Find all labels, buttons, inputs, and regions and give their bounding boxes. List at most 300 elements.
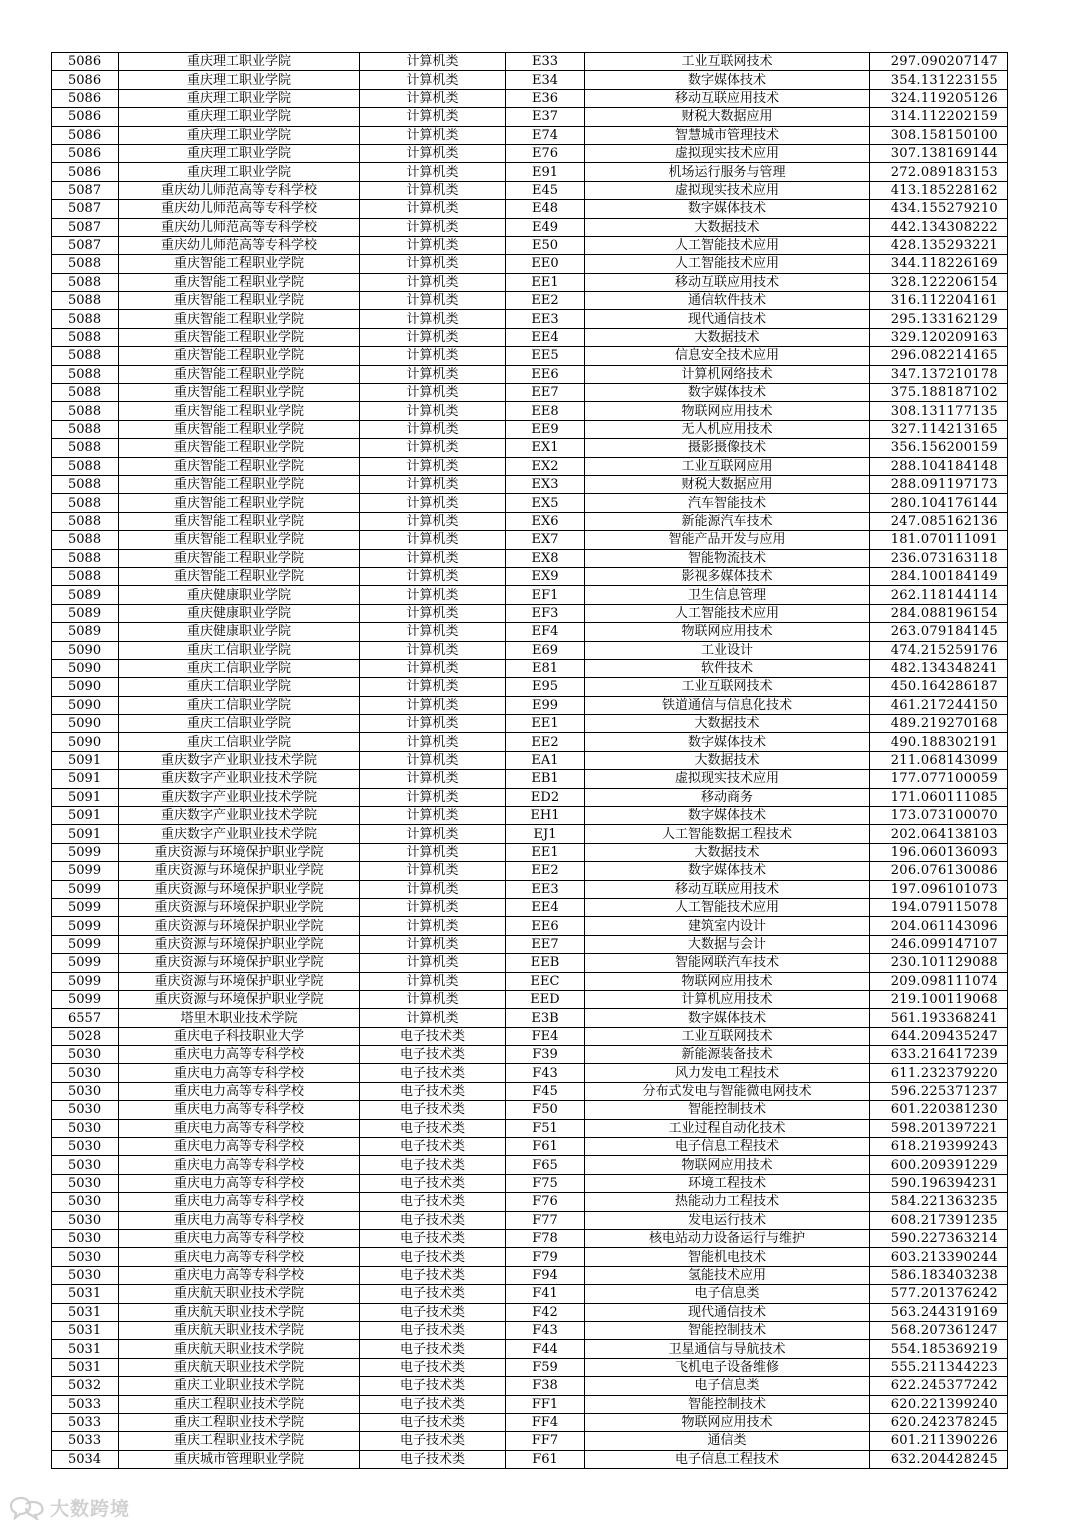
school-code-cell: 5089 (52, 604, 119, 622)
school-code-cell: 5090 (52, 715, 119, 733)
table-row (52, 825, 1008, 843)
school-code-cell: 5028 (52, 1027, 119, 1045)
table-row (52, 1082, 1008, 1100)
table-row (52, 218, 1008, 236)
major-name-cell: 热能动力工程技术 (585, 1193, 870, 1211)
major-code-cell: F79 (506, 1248, 585, 1266)
table-row (52, 1358, 1008, 1376)
category-cell: 计算机类 (360, 89, 506, 107)
school-name-cell: 重庆智能工程职业学院 (119, 494, 360, 512)
table-row (52, 292, 1008, 310)
major-name-cell: 分布式发电与智能微电网技术 (585, 1082, 870, 1100)
category-cell: 计算机类 (360, 347, 506, 365)
school-code-cell: 5087 (52, 181, 119, 199)
major-name-cell: 计算机应用技术 (585, 990, 870, 1008)
school-code-cell: 5030 (52, 1266, 119, 1284)
school-name-cell: 重庆健康职业学院 (119, 623, 360, 641)
school-code-cell: 5086 (52, 126, 119, 144)
table-row (52, 715, 1008, 733)
major-name-cell: 人工智能技术应用 (585, 236, 870, 254)
major-name-cell: 核电站动力设备运行与维护 (585, 1230, 870, 1248)
major-name-cell: 软件技术 (585, 659, 870, 677)
school-code-cell: 5090 (52, 678, 119, 696)
table-row (52, 1248, 1008, 1266)
category-cell: 计算机类 (360, 236, 506, 254)
major-name-cell: 物联网应用技术 (585, 972, 870, 990)
table-row (52, 255, 1008, 273)
school-name-cell: 重庆工程职业技术学院 (119, 1432, 360, 1450)
school-code-cell: 5033 (52, 1432, 119, 1450)
table-row (52, 1266, 1008, 1284)
score-cell: 632.204428245 (870, 1450, 1008, 1468)
category-cell: 电子技术类 (360, 1119, 506, 1137)
score-cell: 316.112204161 (870, 292, 1008, 310)
major-code-cell: F45 (506, 1082, 585, 1100)
major-code-cell: EF4 (506, 623, 585, 641)
school-code-cell: 5099 (52, 990, 119, 1008)
school-code-cell: 5086 (52, 144, 119, 162)
category-cell: 计算机类 (360, 807, 506, 825)
category-cell: 电子技术类 (360, 1174, 506, 1192)
table-row (52, 972, 1008, 990)
major-name-cell: 现代通信技术 (585, 310, 870, 328)
major-name-cell: 电子信息类 (585, 1285, 870, 1303)
table-row (52, 126, 1008, 144)
school-name-cell: 塔里木职业技术学院 (119, 1009, 360, 1027)
school-name-cell: 重庆智能工程职业学院 (119, 347, 360, 365)
score-cell: 284.088196154 (870, 604, 1008, 622)
major-name-cell: 智能控制技术 (585, 1395, 870, 1413)
major-name-cell: 大数据技术 (585, 843, 870, 861)
category-cell: 计算机类 (360, 862, 506, 880)
school-name-cell: 重庆资源与环境保护职业学院 (119, 972, 360, 990)
school-code-cell: 5088 (52, 549, 119, 567)
major-code-cell: E81 (506, 659, 585, 677)
table-row (52, 1285, 1008, 1303)
table-row (52, 200, 1008, 218)
school-code-cell: 5086 (52, 89, 119, 107)
school-code-cell: 5099 (52, 880, 119, 898)
score-cell: 620.242378245 (870, 1413, 1008, 1431)
major-name-cell: 人工智能技术应用 (585, 604, 870, 622)
school-code-cell: 5030 (52, 1046, 119, 1064)
major-code-cell: EE3 (506, 310, 585, 328)
major-code-cell: E69 (506, 641, 585, 659)
major-name-cell: 财税大数据应用 (585, 475, 870, 493)
table-row (52, 678, 1008, 696)
category-cell: 计算机类 (360, 990, 506, 1008)
score-cell: 246.099147107 (870, 935, 1008, 953)
major-name-cell: 物联网应用技术 (585, 623, 870, 641)
category-cell: 计算机类 (360, 494, 506, 512)
school-code-cell: 5030 (52, 1156, 119, 1174)
major-code-cell: EF3 (506, 604, 585, 622)
category-cell: 计算机类 (360, 549, 506, 567)
score-cell: 633.216417239 (870, 1046, 1008, 1064)
school-code-cell: 5099 (52, 843, 119, 861)
school-code-cell: 5086 (52, 53, 119, 71)
school-name-cell: 重庆智能工程职业学院 (119, 384, 360, 402)
category-cell: 计算机类 (360, 475, 506, 493)
major-code-cell: E49 (506, 218, 585, 236)
school-name-cell: 重庆资源与环境保护职业学院 (119, 862, 360, 880)
major-code-cell: EEC (506, 972, 585, 990)
score-cell: 490.188302191 (870, 733, 1008, 751)
category-cell: 计算机类 (360, 825, 506, 843)
category-cell: 计算机类 (360, 273, 506, 291)
major-name-cell: 物联网应用技术 (585, 1156, 870, 1174)
school-name-cell: 重庆幼儿师范高等专科学校 (119, 218, 360, 236)
major-code-cell: F42 (506, 1303, 585, 1321)
table-row (52, 1138, 1008, 1156)
major-code-cell: E50 (506, 236, 585, 254)
score-cell: 577.201376242 (870, 1285, 1008, 1303)
school-name-cell: 重庆数字产业职业技术学院 (119, 807, 360, 825)
school-code-cell: 5088 (52, 255, 119, 273)
score-cell: 356.156200159 (870, 439, 1008, 457)
score-cell: 327.114213165 (870, 420, 1008, 438)
school-code-cell: 5030 (52, 1174, 119, 1192)
major-name-cell: 数字媒体技术 (585, 733, 870, 751)
school-code-cell: 5088 (52, 457, 119, 475)
score-cell: 347.137210178 (870, 365, 1008, 383)
major-name-cell: 建筑室内设计 (585, 917, 870, 935)
major-code-cell: EE7 (506, 384, 585, 402)
major-name-cell: 智慧城市管理技术 (585, 126, 870, 144)
school-code-cell: 5034 (52, 1450, 119, 1468)
school-code-cell: 5030 (52, 1119, 119, 1137)
major-code-cell: EE1 (506, 715, 585, 733)
school-name-cell: 重庆资源与环境保护职业学院 (119, 990, 360, 1008)
school-name-cell: 重庆工程职业技术学院 (119, 1395, 360, 1413)
major-code-cell: F41 (506, 1285, 585, 1303)
table-row (52, 917, 1008, 935)
category-cell: 计算机类 (360, 586, 506, 604)
school-code-cell: 5088 (52, 494, 119, 512)
major-name-cell: 虚拟现实技术应用 (585, 770, 870, 788)
category-cell: 计算机类 (360, 898, 506, 916)
school-name-cell: 重庆智能工程职业学院 (119, 439, 360, 457)
table-row (52, 623, 1008, 641)
major-name-cell: 电子信息工程技术 (585, 1138, 870, 1156)
major-code-cell: F43 (506, 1064, 585, 1082)
school-name-cell: 重庆资源与环境保护职业学院 (119, 935, 360, 953)
school-code-cell: 5087 (52, 236, 119, 254)
major-name-cell: 数字媒体技术 (585, 71, 870, 89)
major-name-cell: 电子信息工程技术 (585, 1450, 870, 1468)
score-cell: 328.122206154 (870, 273, 1008, 291)
school-code-cell: 5091 (52, 770, 119, 788)
score-cell: 230.101129088 (870, 954, 1008, 972)
school-name-cell: 重庆电力高等专科学校 (119, 1156, 360, 1174)
school-code-cell: 5089 (52, 623, 119, 641)
school-name-cell: 重庆数字产业职业技术学院 (119, 825, 360, 843)
table-row (52, 807, 1008, 825)
category-cell: 计算机类 (360, 457, 506, 475)
school-name-cell: 重庆电力高等专科学校 (119, 1248, 360, 1266)
major-code-cell: EE6 (506, 365, 585, 383)
category-cell: 计算机类 (360, 200, 506, 218)
category-cell: 电子技术类 (360, 1432, 506, 1450)
score-cell: 202.064138103 (870, 825, 1008, 843)
table-row (52, 1321, 1008, 1339)
school-code-cell: 5088 (52, 475, 119, 493)
major-name-cell: 计算机网络技术 (585, 365, 870, 383)
score-cell: 247.085162136 (870, 512, 1008, 530)
major-name-cell: 大数据技术 (585, 218, 870, 236)
school-code-cell: 5031 (52, 1303, 119, 1321)
major-code-cell: E74 (506, 126, 585, 144)
major-code-cell: EJ1 (506, 825, 585, 843)
major-code-cell: E95 (506, 678, 585, 696)
school-code-cell: 5099 (52, 862, 119, 880)
major-name-cell: 智能机电技术 (585, 1248, 870, 1266)
school-code-cell: 5086 (52, 108, 119, 126)
major-name-cell: 数字媒体技术 (585, 384, 870, 402)
score-cell: 272.089183153 (870, 163, 1008, 181)
score-cell: 434.155279210 (870, 200, 1008, 218)
school-name-cell: 重庆健康职业学院 (119, 604, 360, 622)
major-name-cell: 大数据技术 (585, 751, 870, 769)
score-cell: 601.211390226 (870, 1432, 1008, 1450)
major-name-cell: 智能控制技术 (585, 1321, 870, 1339)
score-cell: 211.068143099 (870, 751, 1008, 769)
school-code-cell: 5090 (52, 641, 119, 659)
school-name-cell: 重庆智能工程职业学院 (119, 310, 360, 328)
score-cell: 314.112202159 (870, 108, 1008, 126)
major-code-cell: E48 (506, 200, 585, 218)
table-row (52, 880, 1008, 898)
major-name-cell: 物联网应用技术 (585, 1413, 870, 1431)
table-row (52, 1101, 1008, 1119)
major-name-cell: 工业过程自动化技术 (585, 1119, 870, 1137)
school-code-cell: 5033 (52, 1413, 119, 1431)
score-cell: 590.196394231 (870, 1174, 1008, 1192)
major-code-cell: F76 (506, 1193, 585, 1211)
category-cell: 计算机类 (360, 328, 506, 346)
school-name-cell: 重庆理工职业学院 (119, 126, 360, 144)
score-cell: 561.193368241 (870, 1009, 1008, 1027)
school-name-cell: 重庆工信职业学院 (119, 678, 360, 696)
table-row (52, 1046, 1008, 1064)
category-cell: 计算机类 (360, 623, 506, 641)
school-code-cell: 5088 (52, 402, 119, 420)
score-cell: 297.090207147 (870, 53, 1008, 71)
category-cell: 电子技术类 (360, 1156, 506, 1174)
table-row (52, 512, 1008, 530)
category-cell: 计算机类 (360, 917, 506, 935)
school-code-cell: 5088 (52, 567, 119, 585)
major-name-cell: 通信类 (585, 1432, 870, 1450)
score-cell: 620.221399240 (870, 1395, 1008, 1413)
category-cell: 计算机类 (360, 163, 506, 181)
school-code-cell: 5091 (52, 825, 119, 843)
major-code-cell: F77 (506, 1211, 585, 1229)
school-name-cell: 重庆智能工程职业学院 (119, 512, 360, 530)
school-code-cell: 5099 (52, 917, 119, 935)
score-cell: 600.209391229 (870, 1156, 1008, 1174)
major-code-cell: EX1 (506, 439, 585, 457)
major-name-cell: 现代通信技术 (585, 1303, 870, 1321)
school-code-cell: 5088 (52, 512, 119, 530)
major-name-cell: 移动商务 (585, 788, 870, 806)
score-cell: 219.100119068 (870, 990, 1008, 1008)
school-name-cell: 重庆智能工程职业学院 (119, 292, 360, 310)
school-name-cell: 重庆工信职业学院 (119, 641, 360, 659)
major-name-cell: 机场运行服务与管理 (585, 163, 870, 181)
major-name-cell: 数字媒体技术 (585, 862, 870, 880)
major-name-cell: 人工智能数据工程技术 (585, 825, 870, 843)
table-row (52, 1230, 1008, 1248)
score-cell: 329.120209163 (870, 328, 1008, 346)
major-name-cell: 工业互联网技术 (585, 1027, 870, 1045)
category-cell: 计算机类 (360, 255, 506, 273)
score-cell: 288.104184148 (870, 457, 1008, 475)
score-cell: 236.073163118 (870, 549, 1008, 567)
school-name-cell: 重庆理工职业学院 (119, 163, 360, 181)
category-cell: 计算机类 (360, 108, 506, 126)
major-code-cell: F61 (506, 1450, 585, 1468)
school-code-cell: 5088 (52, 420, 119, 438)
major-code-cell: EX3 (506, 475, 585, 493)
score-cell: 204.061143096 (870, 917, 1008, 935)
school-name-cell: 重庆航天职业技术学院 (119, 1321, 360, 1339)
score-cell: 555.211344223 (870, 1358, 1008, 1376)
school-name-cell: 重庆幼儿师范高等专科学校 (119, 200, 360, 218)
major-code-cell: EX2 (506, 457, 585, 475)
school-code-cell: 5031 (52, 1321, 119, 1339)
school-name-cell: 重庆智能工程职业学院 (119, 420, 360, 438)
category-cell: 电子技术类 (360, 1064, 506, 1082)
major-name-cell: 工业互联网应用 (585, 457, 870, 475)
table-body (52, 53, 1008, 1469)
school-name-cell: 重庆幼儿师范高等专科学校 (119, 236, 360, 254)
major-code-cell: EX5 (506, 494, 585, 512)
school-code-cell: 5030 (52, 1230, 119, 1248)
school-code-cell: 5088 (52, 347, 119, 365)
school-name-cell: 重庆智能工程职业学院 (119, 365, 360, 383)
category-cell: 计算机类 (360, 71, 506, 89)
table-row (52, 898, 1008, 916)
major-code-cell: F39 (506, 1046, 585, 1064)
major-code-cell: EE6 (506, 917, 585, 935)
category-cell: 计算机类 (360, 935, 506, 953)
major-code-cell: EX7 (506, 531, 585, 549)
table-row (52, 494, 1008, 512)
major-name-cell: 通信软件技术 (585, 292, 870, 310)
school-name-cell: 重庆智能工程职业学院 (119, 567, 360, 585)
major-code-cell: F94 (506, 1266, 585, 1284)
table-row (52, 751, 1008, 769)
major-name-cell: 新能源汽车技术 (585, 512, 870, 530)
score-cell: 307.138169144 (870, 144, 1008, 162)
school-name-cell: 重庆电力高等专科学校 (119, 1193, 360, 1211)
score-cell: 428.135293221 (870, 236, 1008, 254)
score-cell: 618.219399243 (870, 1138, 1008, 1156)
school-name-cell: 重庆航天职业技术学院 (119, 1340, 360, 1358)
major-code-cell: EE3 (506, 880, 585, 898)
category-cell: 计算机类 (360, 531, 506, 549)
score-cell: 413.185228162 (870, 181, 1008, 199)
table-row (52, 549, 1008, 567)
major-name-cell: 影视多媒体技术 (585, 567, 870, 585)
score-cell: 461.217244150 (870, 696, 1008, 714)
school-code-cell: 5086 (52, 71, 119, 89)
table-row (52, 1340, 1008, 1358)
major-name-cell: 大数据与会计 (585, 935, 870, 953)
table-row (52, 475, 1008, 493)
school-name-cell: 重庆电力高等专科学校 (119, 1230, 360, 1248)
category-cell: 电子技术类 (360, 1211, 506, 1229)
speech-bubble-logo-icon (8, 1496, 46, 1520)
school-name-cell: 重庆工业职业技术学院 (119, 1377, 360, 1395)
table-row (52, 1303, 1008, 1321)
school-name-cell: 重庆电力高等专科学校 (119, 1046, 360, 1064)
major-code-cell: EE8 (506, 402, 585, 420)
score-cell: 622.245377242 (870, 1377, 1008, 1395)
major-name-cell: 移动互联应用技术 (585, 273, 870, 291)
major-name-cell: 工业设计 (585, 641, 870, 659)
category-cell: 电子技术类 (360, 1248, 506, 1266)
major-name-cell: 无人机应用技术 (585, 420, 870, 438)
school-name-cell: 重庆工程职业技术学院 (119, 1413, 360, 1431)
school-name-cell: 重庆电力高等专科学校 (119, 1266, 360, 1284)
category-cell: 电子技术类 (360, 1340, 506, 1358)
major-code-cell: EED (506, 990, 585, 1008)
category-cell: 计算机类 (360, 384, 506, 402)
major-code-cell: F44 (506, 1340, 585, 1358)
table-row (52, 439, 1008, 457)
category-cell: 电子技术类 (360, 1138, 506, 1156)
school-code-cell: 5087 (52, 218, 119, 236)
category-cell: 计算机类 (360, 770, 506, 788)
school-name-cell: 重庆工信职业学院 (119, 696, 360, 714)
table-row (52, 402, 1008, 420)
school-code-cell: 5088 (52, 310, 119, 328)
score-cell: 568.207361247 (870, 1321, 1008, 1339)
major-code-cell: F38 (506, 1377, 585, 1395)
table-row (52, 586, 1008, 604)
score-cell: 288.091197173 (870, 475, 1008, 493)
major-name-cell: 智能产品开发与应用 (585, 531, 870, 549)
score-cell: 608.217391235 (870, 1211, 1008, 1229)
table-row (52, 53, 1008, 71)
major-name-cell: 大数据技术 (585, 715, 870, 733)
major-name-cell: 智能控制技术 (585, 1101, 870, 1119)
watermark (8, 1494, 130, 1521)
major-name-cell: 工业互联网技术 (585, 53, 870, 71)
category-cell: 计算机类 (360, 126, 506, 144)
table-row (52, 935, 1008, 953)
score-cell: 296.082214165 (870, 347, 1008, 365)
major-code-cell: F75 (506, 1174, 585, 1192)
table-row (52, 144, 1008, 162)
category-cell: 计算机类 (360, 310, 506, 328)
admission-score-table (51, 52, 1008, 1469)
major-code-cell: EE1 (506, 273, 585, 291)
school-name-cell: 重庆航天职业技术学院 (119, 1285, 360, 1303)
score-cell: 482.134348241 (870, 659, 1008, 677)
score-cell: 295.133162129 (870, 310, 1008, 328)
category-cell: 计算机类 (360, 659, 506, 677)
school-name-cell: 重庆资源与环境保护职业学院 (119, 843, 360, 861)
major-code-cell: EF1 (506, 586, 585, 604)
major-name-cell: 环境工程技术 (585, 1174, 870, 1192)
category-cell: 计算机类 (360, 512, 506, 530)
major-name-cell: 卫生信息管理 (585, 586, 870, 604)
school-name-cell: 重庆智能工程职业学院 (119, 549, 360, 567)
category-cell: 计算机类 (360, 292, 506, 310)
